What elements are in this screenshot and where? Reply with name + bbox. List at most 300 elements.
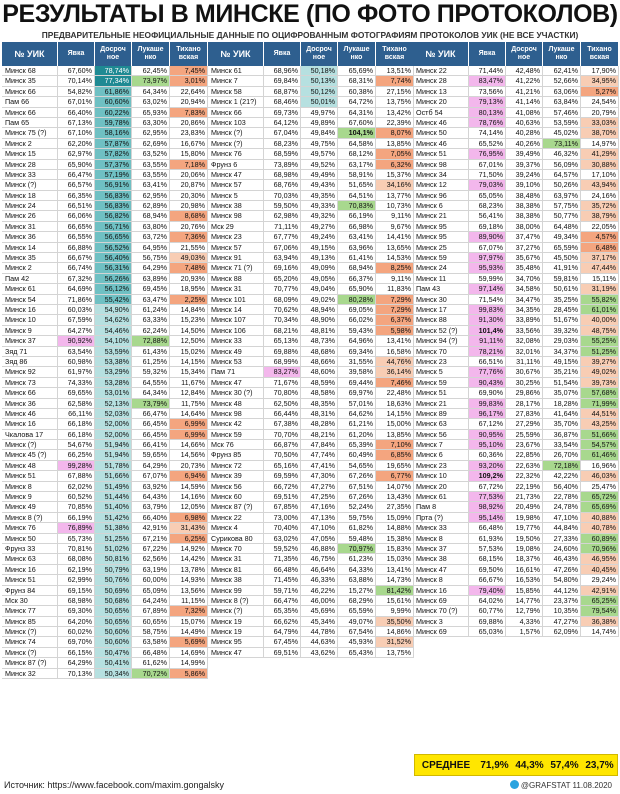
turnout-cell: 73,00%	[264, 513, 301, 522]
turnout-cell: 95,10%	[469, 440, 506, 449]
lukashenko-cell: 70,72%	[132, 669, 170, 678]
uik-cell: Минск 91	[208, 253, 264, 262]
turnout-cell: 65,90%	[58, 160, 95, 169]
uik-cell: Минск 81	[208, 565, 264, 574]
table-row	[208, 284, 414, 294]
table-header	[413, 42, 619, 66]
header-early: Досроч ное	[95, 42, 132, 66]
turnout-cell: 70,81%	[58, 544, 95, 553]
lukashenko-cell: 64,57%	[543, 170, 581, 179]
lukashenko-cell: 67,26%	[338, 471, 376, 480]
tikhanovskaya-cell: 11,67%	[170, 378, 208, 387]
table-row	[2, 575, 208, 585]
uik-cell: Минск 37	[2, 336, 58, 345]
tikhanovskaya-cell: 9,67%	[376, 222, 414, 231]
uik-cell: Минск 69	[413, 596, 469, 605]
turnout-cell: 67,13%	[58, 118, 95, 127]
turnout-cell: 60,77%	[469, 606, 506, 615]
tikhanovskaya-cell: 43,25%	[581, 419, 619, 428]
table-row	[2, 669, 208, 679]
turnout-cell: 65,52%	[469, 139, 506, 148]
table-row	[413, 232, 619, 242]
average-tikhanovskaya: 23,7%	[585, 759, 614, 771]
early-cell: 56,83%	[95, 201, 132, 210]
uik-cell: Минск 36	[2, 399, 58, 408]
tikhanovskaya-cell: 20,76%	[170, 222, 208, 231]
turnout-cell: 59,71%	[264, 586, 301, 595]
table-row	[2, 347, 208, 357]
turnout-cell: 62,02%	[58, 482, 95, 491]
lukashenko-cell: 63,47%	[132, 295, 170, 304]
tikhanovskaya-cell: 14,69%	[170, 648, 208, 657]
early-cell: 49,52%	[301, 160, 338, 169]
lukashenko-cell: 50,77%	[543, 211, 581, 220]
table-row	[413, 160, 619, 170]
table-row	[208, 565, 414, 575]
early-cell: 39,10%	[506, 180, 543, 189]
lukashenko-cell: 64,96%	[338, 336, 376, 345]
early-cell: 48,90%	[301, 315, 338, 324]
table-row	[413, 471, 619, 481]
early-cell: 30,25%	[506, 378, 543, 387]
tikhanovskaya-cell: 29,24%	[581, 575, 619, 584]
header-uik: № УИК	[2, 42, 58, 66]
table-row	[2, 596, 208, 606]
lukashenko-cell: 49,07%	[338, 617, 376, 626]
lukashenko-cell: 24,60%	[543, 544, 581, 553]
tikhanovskaya-cell: 15,61%	[376, 596, 414, 605]
brand-text: @GRAFSTAT 11.08.2020	[520, 781, 612, 790]
tikhanovskaya-cell: 11,83%	[376, 284, 414, 293]
turnout-cell: 65,13%	[264, 336, 301, 345]
uik-cell: Минск 10	[2, 315, 58, 324]
uik-cell: Минск 38	[413, 554, 469, 563]
table-row	[2, 399, 208, 409]
tikhanovskaya-cell: 15,07%	[170, 617, 208, 626]
early-cell: 45,34%	[301, 617, 338, 626]
table-row	[2, 513, 208, 523]
source-footer: Источник: https://www.facebook.com/maxim.gongalsky	[4, 780, 224, 790]
lukashenko-cell: 63,92%	[132, 482, 170, 491]
uik-cell: Минск 60	[208, 492, 264, 501]
tikhanovskaya-cell: 6,77%	[376, 471, 414, 480]
early-cell: 50,65%	[95, 617, 132, 626]
turnout-cell: 66,51%	[469, 357, 506, 366]
turnout-cell: 69,15%	[58, 586, 95, 595]
turnout-cell: 67,77%	[264, 232, 301, 241]
lukashenko-cell: 69,34%	[338, 347, 376, 356]
early-cell: 50,69%	[95, 586, 132, 595]
table-row	[208, 66, 414, 76]
table-row	[413, 315, 619, 325]
early-cell: 33,89%	[506, 315, 543, 324]
turnout-cell: 66,48%	[469, 523, 506, 532]
table-row	[413, 274, 619, 284]
results-panel-3	[413, 42, 619, 637]
lukashenko-cell: 61,21%	[338, 419, 376, 428]
lukashenko-cell: 66,45%	[132, 419, 170, 428]
early-cell: 52,03%	[95, 409, 132, 418]
early-cell: 19,77%	[506, 523, 543, 532]
lukashenko-cell: 68,29%	[338, 596, 376, 605]
uik-cell: Минск 66	[2, 108, 58, 117]
uik-cell: Минск 56	[413, 430, 469, 439]
turnout-cell: 101,4%	[469, 326, 506, 335]
uik-cell: Минск 34	[413, 170, 469, 179]
early-cell: 52,00%	[95, 430, 132, 439]
early-cell: 41,08%	[506, 108, 543, 117]
uik-cell: Минск 20	[413, 482, 469, 491]
uik-cell: Прта (?)	[413, 513, 469, 522]
early-cell: 51,78%	[95, 461, 132, 470]
table-row	[413, 97, 619, 107]
lukashenko-cell: 64,29%	[132, 263, 170, 272]
early-cell: 57,37%	[95, 160, 132, 169]
table-row	[208, 211, 414, 221]
tikhanovskaya-cell: 20,79%	[581, 108, 619, 117]
turnout-cell: 69,51%	[264, 648, 301, 657]
lukashenko-cell: 50,26%	[543, 180, 581, 189]
table-row	[208, 139, 414, 149]
tikhanovskaya-cell: 5,69%	[170, 637, 208, 646]
early-cell: 18,37%	[506, 554, 543, 563]
early-cell: 27,83%	[506, 409, 543, 418]
table-row	[2, 388, 208, 398]
table-row	[2, 284, 208, 294]
turnout-cell: 96,17%	[469, 409, 506, 418]
early-cell: 49,32%	[301, 211, 338, 220]
early-cell: 56,91%	[95, 180, 132, 189]
early-cell: 49,35%	[301, 191, 338, 200]
tikhanovskaya-cell: 15,83%	[376, 544, 414, 553]
uik-cell: Минск 37	[413, 544, 469, 553]
early-cell: 77,34%	[95, 76, 132, 85]
table-row	[2, 544, 208, 554]
header-uik: № УИК	[413, 42, 469, 66]
lukashenko-cell: 68,12%	[338, 149, 376, 158]
early-cell: 40,63%	[506, 118, 543, 127]
turnout-cell: 67,88%	[58, 471, 95, 480]
early-cell: 49,04%	[301, 284, 338, 293]
tikhanovskaya-cell: 7,48%	[170, 263, 208, 272]
early-cell: 34,47%	[506, 295, 543, 304]
lukashenko-cell: 62,95%	[132, 191, 170, 200]
uik-cell: Минск 3	[413, 617, 469, 626]
lukashenko-cell: 67,26%	[338, 492, 376, 501]
early-cell: 50,68%	[95, 596, 132, 605]
turnout-cell: 95,14%	[469, 513, 506, 522]
lukashenko-cell: 64,24%	[132, 596, 170, 605]
turnout-cell: 80,13%	[469, 108, 506, 117]
turnout-cell: 83,27%	[264, 367, 301, 376]
early-cell: 50,12%	[301, 87, 338, 96]
table-row	[208, 637, 414, 647]
early-cell: 49,89%	[301, 118, 338, 127]
table-row	[208, 87, 414, 97]
uik-cell: Минск 16	[413, 586, 469, 595]
uik-cell: Минск 8	[2, 482, 58, 491]
tikhanovskaya-cell: 36,14%	[376, 367, 414, 376]
uik-cell: Минск 59	[413, 253, 469, 262]
tikhanovskaya-cell: 20,73%	[170, 461, 208, 470]
turnout-cell: 69,16%	[264, 263, 301, 272]
tikhanovskaya-cell: 14,59%	[170, 482, 208, 491]
turnout-cell: 68,23%	[264, 139, 301, 148]
tikhanovskaya-cell: 12,05%	[170, 502, 208, 511]
uik-cell: Зяд 71	[2, 347, 58, 356]
lukashenko-cell: 35,07%	[543, 388, 581, 397]
table-row	[2, 430, 208, 440]
early-cell: 49,27%	[301, 222, 338, 231]
uik-cell: Минск 19	[208, 627, 264, 636]
uik-cell: Минск 92	[2, 367, 58, 376]
early-cell: 49,49%	[301, 170, 338, 179]
table-row	[2, 627, 208, 637]
turnout-cell: 71,50%	[469, 170, 506, 179]
early-cell: 53,29%	[95, 367, 132, 376]
lukashenko-cell: 44,12%	[543, 586, 581, 595]
tikhanovskaya-cell: 6,94%	[170, 471, 208, 480]
uik-cell: Пам 42	[2, 274, 58, 283]
lukashenko-cell: 62,09%	[543, 627, 581, 636]
turnout-cell: 76,95%	[469, 149, 506, 158]
turnout-cell: 77,53%	[469, 492, 506, 501]
turnout-cell: 66,67%	[469, 575, 506, 584]
early-cell: 55,42%	[95, 295, 132, 304]
results-table	[413, 66, 619, 637]
table-row	[413, 170, 619, 180]
turnout-cell: 90,43%	[469, 378, 506, 387]
tikhanovskaya-cell: 49,03%	[170, 253, 208, 262]
turnout-cell: 60,52%	[58, 492, 95, 501]
table-row	[2, 419, 208, 429]
lukashenko-cell: 73,11%	[543, 139, 581, 148]
lukashenko-cell: 64,34%	[132, 87, 170, 96]
turnout-cell: 90,92%	[58, 336, 95, 345]
tikhanovskaya-cell: 20,86%	[170, 118, 208, 127]
turnout-cell: 76,89%	[58, 523, 95, 532]
turnout-cell: 67,32%	[58, 274, 95, 283]
turnout-cell: 67,38%	[264, 419, 301, 428]
table-row	[413, 565, 619, 575]
lukashenko-cell: 44,84%	[543, 523, 581, 532]
early-cell: 21,73%	[506, 492, 543, 501]
tikhanovskaya-cell: 8,68%	[170, 211, 208, 220]
tikhanovskaya-cell: 12,84%	[170, 388, 208, 397]
early-cell: 56,26%	[95, 274, 132, 283]
lukashenko-cell: 67,07%	[132, 471, 170, 480]
tikhanovskaya-cell: 8,25%	[376, 263, 414, 272]
uik-cell: Минск 4	[208, 523, 264, 532]
early-cell: 1,57%	[506, 627, 543, 636]
early-cell: 49,05%	[301, 274, 338, 283]
lukashenko-cell: 63,02%	[132, 97, 170, 106]
table-row	[2, 606, 208, 616]
tikhanovskaya-cell: 43,94%	[581, 180, 619, 189]
uik-cell: Фрунз 85	[208, 450, 264, 459]
tikhanovskaya-cell: 13,85%	[376, 139, 414, 148]
early-cell: 56,12%	[95, 284, 132, 293]
early-cell: 39,24%	[506, 170, 543, 179]
tikhanovskaya-cell: 3,01%	[170, 76, 208, 85]
early-cell: 46,64%	[301, 565, 338, 574]
lukashenko-cell: 59,75%	[338, 513, 376, 522]
tikhanovskaya-cell: 7,29%	[376, 305, 414, 314]
uik-cell: Минск 54	[2, 295, 58, 304]
uik-cell: Минск 71 (?)	[208, 263, 264, 272]
early-cell: 47,16%	[301, 502, 338, 511]
table-row	[2, 232, 208, 242]
early-cell: 49,02%	[301, 295, 338, 304]
uik-cell: Минск 95	[208, 637, 264, 646]
lukashenko-cell: 67,51%	[338, 482, 376, 491]
early-cell: 22,63%	[506, 461, 543, 470]
tikhanovskaya-cell: 22,64%	[170, 87, 208, 96]
table-row	[2, 367, 208, 377]
tikhanovskaya-cell: 65,72%	[581, 492, 619, 501]
table-row	[2, 139, 208, 149]
tikhanovskaya-cell: 33,03%	[581, 118, 619, 127]
lukashenko-cell: 63,96%	[338, 243, 376, 252]
turnout-cell: 67,60%	[58, 66, 95, 75]
turnout-cell: 66,47%	[58, 170, 95, 179]
table-row	[413, 243, 619, 253]
average-early: 44,3%	[515, 759, 544, 771]
lukashenko-cell: 46,32%	[543, 149, 581, 158]
tikhanovskaya-cell: 6,32%	[376, 160, 414, 169]
turnout-cell: 70,34%	[264, 315, 301, 324]
table-row	[208, 232, 414, 242]
tikhanovskaya-cell: 7,46%	[376, 378, 414, 387]
lukashenko-cell: 27,33%	[543, 534, 581, 543]
tikhanovskaya-cell: 24,16%	[581, 191, 619, 200]
tikhanovskaya-cell: 31,43%	[170, 523, 208, 532]
table-row	[208, 450, 414, 460]
table-row	[2, 523, 208, 533]
uik-cell: Минск 12	[413, 180, 469, 189]
lukashenko-cell: 51,54%	[543, 378, 581, 387]
lukashenko-cell: 42,91%	[132, 523, 170, 532]
table-row	[413, 305, 619, 315]
uik-cell: Минск 18	[2, 191, 58, 200]
lukashenko-cell: 65,69%	[338, 66, 376, 75]
early-cell: 35,67%	[506, 253, 543, 262]
uik-cell: Минск 88	[413, 315, 469, 324]
table-row	[208, 149, 414, 159]
table-row	[2, 128, 208, 138]
lukashenko-cell: 47,26%	[543, 565, 581, 574]
turnout-cell: 70,13%	[58, 669, 95, 678]
turnout-cell: 71,11%	[264, 222, 301, 231]
tikhanovskaya-cell: 16,67%	[170, 139, 208, 148]
table-row	[208, 617, 414, 627]
table-row	[208, 336, 414, 346]
lukashenko-cell: 61,24%	[132, 305, 170, 314]
lukashenko-cell: 66,45%	[132, 430, 170, 439]
turnout-cell: 64,69%	[58, 284, 95, 293]
uik-cell: Минск 38	[208, 201, 264, 210]
early-cell: 53,28%	[95, 378, 132, 387]
tikhanovskaya-cell: 6,85%	[376, 450, 414, 459]
tikhanovskaya-cell: 35,50%	[376, 617, 414, 626]
tikhanovskaya-cell: 81,42%	[376, 586, 414, 595]
uik-cell: Минск 88	[208, 274, 264, 283]
lukashenko-cell: 66,98%	[338, 222, 376, 231]
tikhanovskaya-cell: 37,17%	[581, 253, 619, 262]
lukashenko-cell: 64,55%	[132, 378, 170, 387]
lukashenko-cell: 64,33%	[338, 565, 376, 574]
table-row	[208, 388, 414, 398]
tikhanovskaya-cell: 51,25%	[581, 347, 619, 356]
uik-cell: Минск 30 (?)	[208, 388, 264, 397]
tikhanovskaya-cell: 16,58%	[376, 347, 414, 356]
table-row	[413, 586, 619, 596]
table-row	[2, 180, 208, 190]
table-row	[208, 347, 414, 357]
lukashenko-cell: 61,41%	[338, 253, 376, 262]
early-cell: 47,41%	[301, 461, 338, 470]
lukashenko-cell: 22,78%	[543, 492, 581, 501]
lukashenko-cell: 63,97%	[543, 191, 581, 200]
uik-cell: Минск 49	[2, 502, 58, 511]
early-cell: 48,59%	[301, 378, 338, 387]
lukashenko-cell: 63,89%	[132, 274, 170, 283]
tikhanovskaya-cell: 9,11%	[376, 274, 414, 283]
turnout-cell: 62,50%	[264, 399, 301, 408]
turnout-cell: 71,86%	[58, 295, 95, 304]
uik-cell: Минск 99	[208, 586, 264, 595]
turnout-cell: 70,14%	[58, 76, 95, 85]
table-row	[2, 450, 208, 460]
early-cell: 60,22%	[95, 108, 132, 117]
table-row	[208, 357, 414, 367]
lukashenko-cell: 36,87%	[543, 430, 581, 439]
uik-cell: Пам 71	[208, 367, 264, 376]
lukashenko-cell: 47,27%	[543, 617, 581, 626]
uik-cell: Минск 56	[208, 482, 264, 491]
uik-cell: Минск 38	[208, 575, 264, 584]
turnout-cell: 69,70%	[58, 637, 95, 646]
turnout-cell: 97,97%	[469, 253, 506, 262]
table-row	[2, 118, 208, 128]
uik-cell: Минск 47	[413, 565, 469, 574]
table-row	[413, 419, 619, 429]
turnout-cell: 69,59%	[264, 471, 301, 480]
table-header	[208, 42, 414, 66]
early-cell: 49,84%	[301, 128, 338, 137]
lukashenko-cell: 68,31%	[338, 76, 376, 85]
tikhanovskaya-cell: 15,02%	[170, 347, 208, 356]
tikhanovskaya-cell: 15,09%	[376, 513, 414, 522]
early-cell: 46,00%	[301, 596, 338, 605]
early-cell: 48,58%	[301, 388, 338, 397]
tikhanovskaya-cell: 13,65%	[376, 243, 414, 252]
turnout-cell: 66,40%	[58, 108, 95, 117]
turnout-cell: 68,09%	[264, 295, 301, 304]
early-cell: 46,88%	[301, 544, 338, 553]
tikhanovskaya-cell: 27,15%	[376, 87, 414, 96]
table-row	[2, 170, 208, 180]
tikhanovskaya-cell: 14,64%	[170, 409, 208, 418]
lukashenko-cell: 59,43%	[338, 326, 376, 335]
turnout-cell: 66,11%	[58, 409, 95, 418]
table-row	[413, 76, 619, 86]
uik-cell: Минск 8 (?)	[208, 596, 264, 605]
table-row	[208, 513, 414, 523]
lukashenko-cell: 45,50%	[543, 253, 581, 262]
tikhanovskaya-cell: 6,99%	[170, 419, 208, 428]
turnout-cell: 71,67%	[264, 378, 301, 387]
